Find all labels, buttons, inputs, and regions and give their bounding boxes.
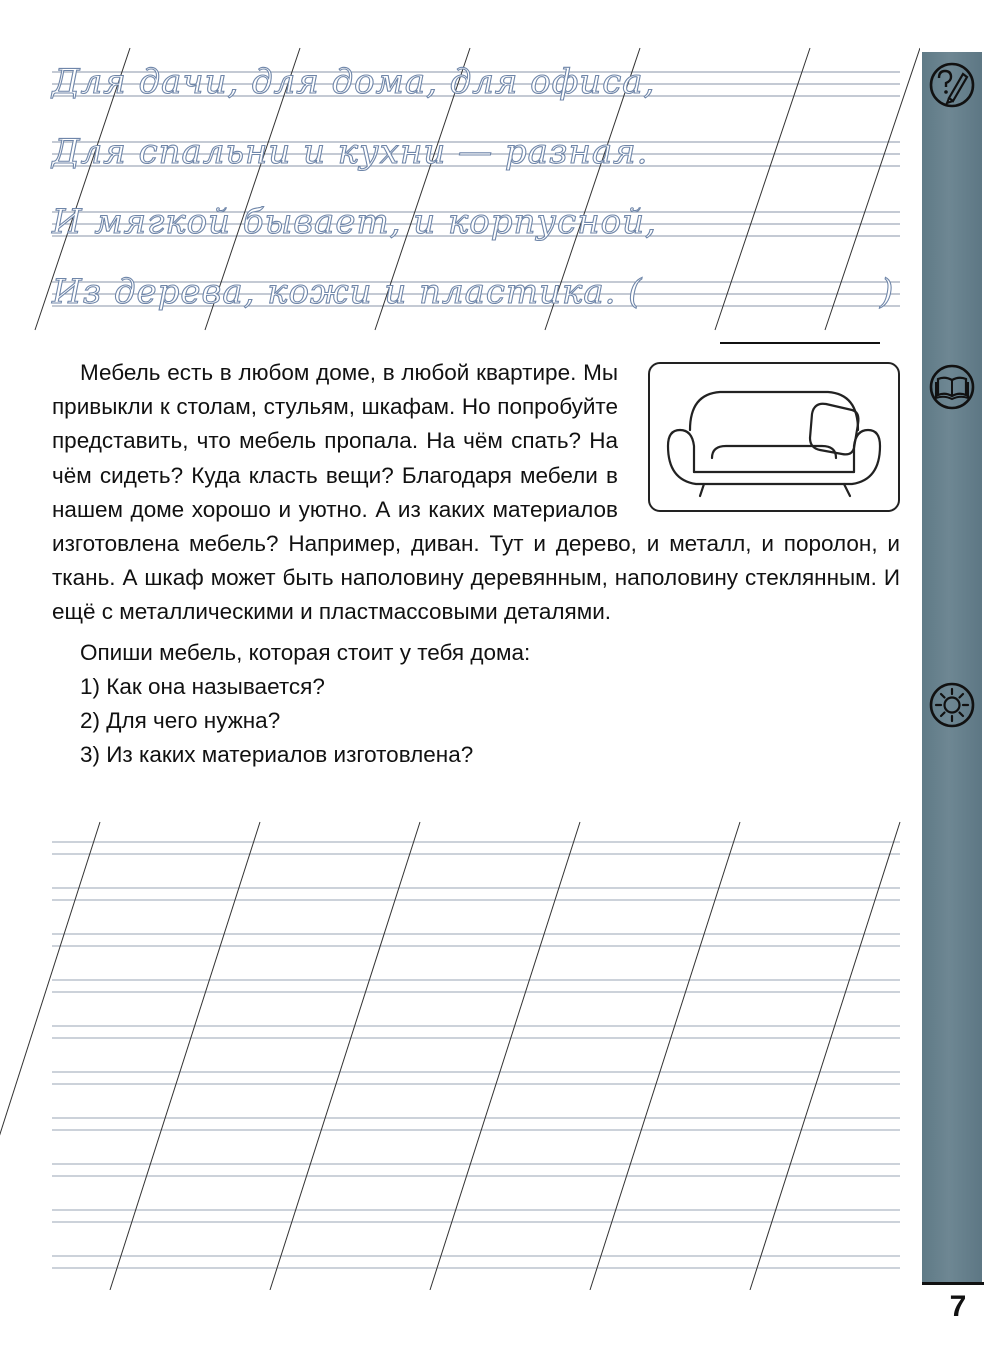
copy-slant-line	[715, 48, 810, 330]
copy-closing-paren: )	[880, 272, 895, 312]
footer-rule	[922, 1282, 984, 1285]
copy-slant-line	[825, 48, 920, 330]
sofa-illustration	[648, 362, 900, 512]
sofa-icon	[656, 372, 892, 502]
practice-slant-line	[270, 822, 420, 1290]
copy-line-4: Из дерева, кожи и пластика. (	[52, 272, 643, 312]
answer-blank[interactable]	[720, 342, 880, 344]
book-icon	[927, 362, 977, 412]
writing-practice-area[interactable]	[0, 820, 920, 1290]
practice-slant-line	[430, 822, 580, 1290]
practice-slant-line	[0, 822, 100, 1290]
page-number: 7	[949, 1290, 967, 1323]
task-intro: Опиши мебель, которая стоит у тебя дома:	[80, 639, 531, 665]
practice-ruling	[0, 820, 920, 1290]
copy-line-3: И мягкой бывает, и корпусной,	[52, 202, 657, 242]
practice-slant-line	[590, 822, 740, 1290]
practice-slant-line	[110, 822, 260, 1290]
practice-slant-line	[750, 822, 900, 1290]
question-3: 3) Из каких материалов изготовлена?	[80, 742, 474, 768]
question-1: 1) Как она называется?	[80, 673, 325, 699]
sidebar-strip	[922, 52, 982, 1282]
question-2: 2) Для чего нужна?	[80, 708, 281, 734]
copy-line-1: Для дачи, для дома, для офиса,	[52, 62, 656, 102]
reading-paragraph: Мебель есть в любом доме, в любой квартире. Мы привыкли к столам, стульям, шкафам. Но попробуйте представить, что мебель пропала. На чём спать? На чём сидеть? Куда класть вещи? Благодаря мебели в нашем доме хорошо и уютно. А из каких материалов изготовлена мебель? Например, диван. Тут и дерево, и металл, и поролон, и ткань. А шкаф может быть наполовину деревянным, наполовину стеклянным. И ещё с металлическими и пластмассовыми деталями.	[52, 360, 900, 625]
reading-section	[52, 356, 900, 772]
copybook-section	[0, 40, 920, 340]
question-pen-icon	[927, 60, 977, 110]
copy-line-2: Для спальни и кухни — разная.	[52, 132, 649, 172]
sun-icon	[927, 680, 977, 730]
